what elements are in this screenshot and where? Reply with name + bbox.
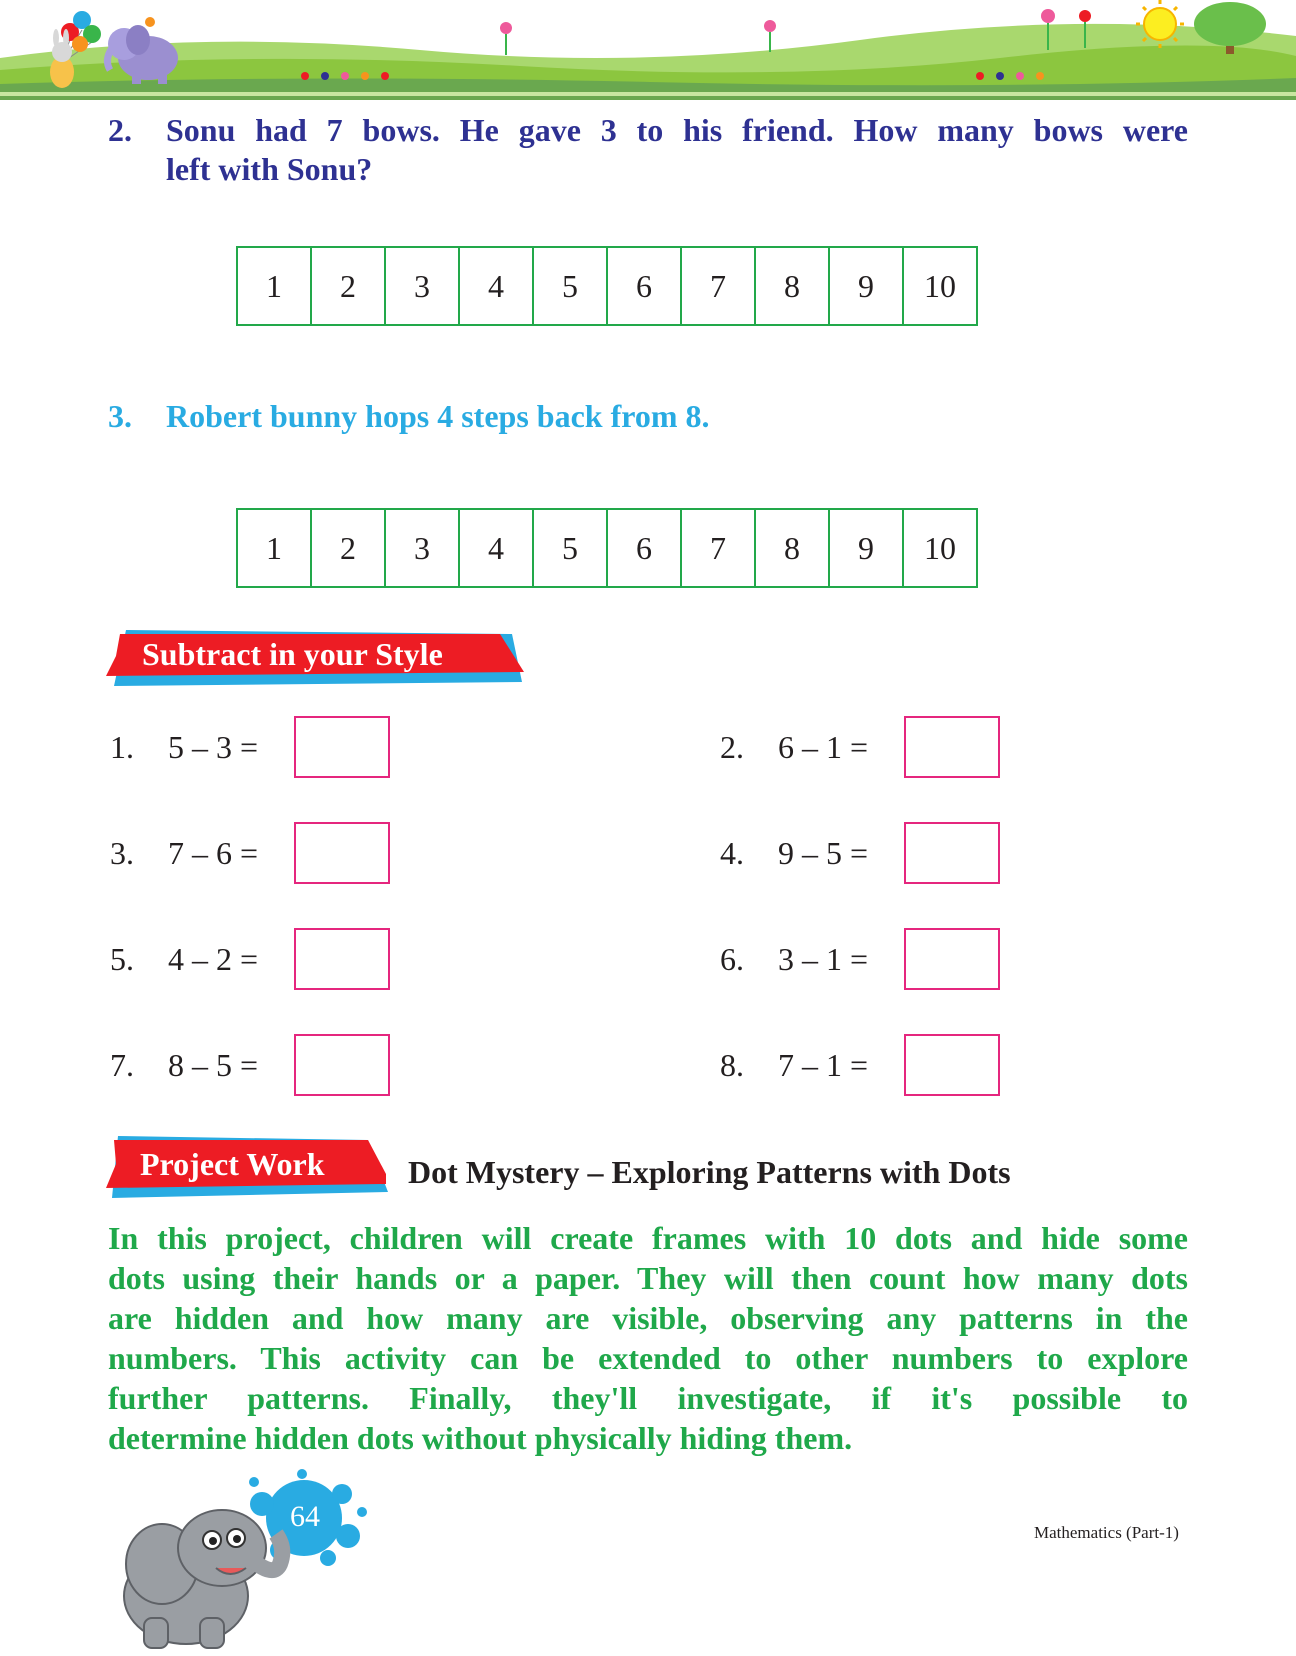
answer-box[interactable]: [294, 716, 390, 778]
number-cell[interactable]: 2: [312, 248, 386, 324]
item-expression: 8 – 5 =: [168, 1046, 259, 1083]
item-expression: 5 – 3 =: [168, 728, 259, 765]
question-3-number: 3.: [108, 398, 132, 434]
subtract-item: [110, 822, 390, 884]
answer-box[interactable]: [904, 928, 1000, 990]
answer-box[interactable]: [904, 1034, 1000, 1096]
item-number: 5.: [110, 940, 134, 977]
item-expression: 4 – 2 =: [168, 940, 259, 977]
number-cell[interactable]: 5: [534, 510, 608, 586]
number-cell[interactable]: 8: [756, 248, 830, 324]
number-cell[interactable]: 5: [534, 248, 608, 324]
number-cell[interactable]: 9: [830, 248, 904, 324]
sun-icon: [1136, 0, 1184, 48]
paragraph-line: dots using their hands or a paper. They will then count how many dots: [108, 1260, 1188, 1296]
number-cell[interactable]: 2: [312, 510, 386, 586]
item-expression: 9 – 5 =: [778, 834, 869, 871]
paragraph-line: further patterns. Finally, they'll investigate, if it's possible to: [108, 1380, 1188, 1416]
paragraph-line: are hidden and how many are visible, observing any patterns in the: [108, 1300, 1188, 1336]
question-2-text-line1: Sonu had 7 bows. He gave 3 to his friend. How many bows were: [166, 112, 1188, 148]
item-number: 6.: [720, 940, 744, 977]
question-3-text: Robert bunny hops 4 steps back from 8.: [166, 398, 710, 434]
subtract-item: [110, 1034, 390, 1096]
item-expression: 3 – 1 =: [778, 940, 869, 977]
number-cell[interactable]: 1: [238, 248, 312, 324]
number-line-q2: [236, 246, 978, 326]
book-title-footer: Mathematics (Part-1): [1034, 1523, 1179, 1542]
item-expression: 7 – 1 =: [778, 1046, 869, 1083]
number-cell[interactable]: 3: [386, 510, 460, 586]
answer-box[interactable]: [294, 822, 390, 884]
item-number: 2.: [720, 728, 744, 765]
paragraph-line: numbers. This activity can be extended to other numbers to explore: [108, 1340, 1188, 1376]
question-2-text-line2: left with Sonu?: [166, 151, 373, 187]
item-expression: 6 – 1 =: [778, 728, 869, 765]
page-number: 64: [290, 1500, 320, 1533]
item-expression: 7 – 6 =: [168, 834, 259, 871]
paragraph-line: determine hidden dots without physically hiding them.: [108, 1420, 853, 1456]
number-line-q3: [236, 508, 978, 588]
answer-box[interactable]: [294, 928, 390, 990]
project-tag-label: Project Work: [140, 1146, 325, 1182]
item-number: 7.: [110, 1046, 134, 1083]
item-number: 3.: [110, 834, 134, 871]
project-description: [108, 1218, 1188, 1458]
number-cell[interactable]: 9: [830, 510, 904, 586]
item-number: 1.: [110, 728, 134, 765]
subtract-item: [720, 1034, 1000, 1096]
item-number: 4.: [720, 834, 744, 871]
number-cell[interactable]: 10: [924, 267, 956, 304]
project-title: Dot Mystery – Exploring Patterns with Dots: [408, 1154, 1011, 1190]
number-cell[interactable]: 4: [460, 510, 534, 586]
paragraph-line: In this project, children will create frames with 10 dots and hide some: [108, 1220, 1188, 1256]
number-cell[interactable]: 3: [386, 248, 460, 324]
subtract-item: [720, 822, 1000, 884]
elephant-mascot-icon: [104, 1468, 384, 1654]
section-title-subtract: Subtract in your Style: [142, 636, 443, 672]
number-cell[interactable]: 4: [460, 248, 534, 324]
section-tag-subtract: [106, 630, 526, 686]
number-cell[interactable]: 6: [608, 248, 682, 324]
answer-box[interactable]: [904, 822, 1000, 884]
number-cell[interactable]: 10: [924, 529, 956, 566]
section-tag-project: [106, 1136, 390, 1192]
subtract-item: [720, 716, 1000, 778]
answer-box[interactable]: [904, 716, 1000, 778]
subtract-item: [720, 928, 1000, 990]
subtract-item: [110, 928, 390, 990]
number-cell[interactable]: 6: [608, 510, 682, 586]
number-cell[interactable]: 8: [756, 510, 830, 586]
number-cell[interactable]: 1: [238, 510, 312, 586]
answer-box[interactable]: [294, 1034, 390, 1096]
question-2-number: 2.: [108, 112, 132, 148]
item-number: 8.: [720, 1046, 744, 1083]
number-cell[interactable]: 7: [682, 510, 756, 586]
subtract-item: [110, 716, 390, 778]
header-banner-illustration: [0, 0, 1296, 100]
number-cell[interactable]: 7: [682, 248, 756, 324]
